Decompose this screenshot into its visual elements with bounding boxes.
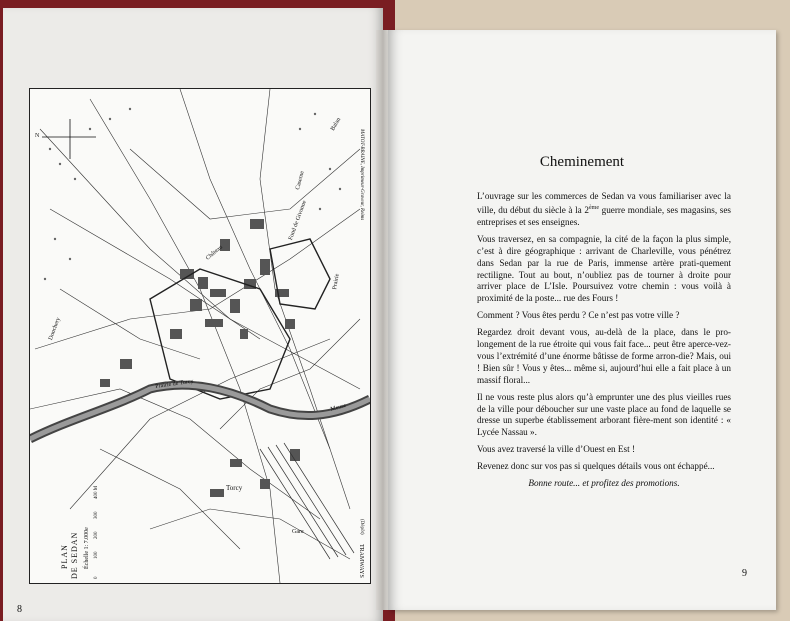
paragraph-part: guerre mondiale, ses magasins, ses entreprises et ses enseignes. [477, 204, 731, 227]
map-place-name: Donchery [48, 316, 62, 342]
map-drawing [30, 89, 370, 583]
map-scale-tick: 0 [94, 576, 99, 579]
map-title-line1: PLAN [60, 544, 69, 569]
map-place-name: Prairie [332, 273, 341, 291]
paragraph: Vous traversez, en sa compagnie, la cité de la façon la plus simple, c’est à dire géographique : arrivant de Charleville, vous pénétrez dans Sedan par la rue de Paris, immense artère prati-quement rectiligne. Tout au bout, n’oubliez pas de tourner à droite pour arriver place de L’Isle. Poursuivez votre chemin : vous voilà à proximité de la poste... rue des Fours ! [477, 233, 731, 304]
paragraph-part: L’ouvrage sur les commerces de Sedan va vous familiariser avec la ville, du début du siècle à la 2 [477, 191, 731, 215]
map-compass-label: N [35, 133, 40, 139]
map-printer-credit: MATOT-BRAINE, Imprimeur-Graveur, Reims [359, 129, 364, 221]
right-page [388, 30, 776, 610]
map-place-name: Prairie de Torcy [155, 378, 194, 390]
map-scale-tick: 300 [94, 511, 99, 519]
right-page-number: 9 [742, 568, 747, 579]
building-blocks [100, 219, 300, 497]
closing-line: Bonne route... et profitez des promotions. [528, 478, 680, 489]
map-place-name: Balan [330, 116, 343, 132]
map-place-name: Château [205, 244, 224, 262]
paragraph: Vous avez traversé la ville d’Ouest en Est ! [477, 444, 636, 455]
map-place-name: Fond de Givonne [288, 199, 308, 242]
paragraph: Comment ? Vous êtes perdu ? Ce n’est pas votre ville ? [477, 310, 680, 321]
sedan-map [29, 88, 371, 584]
map-legend-tramways: TRAMWAYS [358, 544, 364, 578]
superscript: ème [588, 204, 599, 211]
railway [260, 443, 354, 559]
meuse-river [30, 385, 370, 439]
page-title: Cheminement [539, 154, 625, 170]
left-page-number: 8 [17, 604, 22, 615]
street-network [30, 89, 360, 583]
map-scale-tick: 400 M [94, 485, 99, 499]
body-text [477, 191, 731, 495]
compass-rose [42, 119, 96, 159]
map-scale-tick: 200 [94, 531, 99, 539]
map-title-line2: DE SEDAN [70, 531, 79, 579]
map-scale-tick: 100 [94, 551, 99, 559]
paragraph: Revenez donc sur vos pas si quelques détails vous ont échappé... [477, 461, 715, 472]
map-place-name: Torcy [226, 484, 243, 492]
paragraph: Il ne vous reste plus alors qu’à emprunter une des plus vieilles rues de la ville pour déboucher sur une vaste place au fond de laquelle se dresse un superbe établissement arborant fière-ment son identité : « Lycée Nassau ». [477, 391, 731, 438]
paragraph: Regardez droit devant vous, au-delà de la place, dans le pro-longement de la rue étroite qui vous fait face... peut être aperce-vez-vous l’extrémité d’une énorme bâtisse de forme arron-die? Mais, oui ! Bien sûr ! Vous y êtes... même si, aujourd’hui elle a fait place à un massif floral... [477, 327, 731, 385]
map-place-name: Meuse [330, 402, 348, 413]
map-place-name: Caserne [295, 170, 306, 191]
map-place-name: Gare [292, 529, 304, 535]
left-page [3, 8, 383, 621]
paragraph [477, 191, 731, 229]
map-scale: Échelle 1: 7.000e [84, 527, 90, 569]
map-legend-depot: (Dépôt) [359, 519, 364, 535]
